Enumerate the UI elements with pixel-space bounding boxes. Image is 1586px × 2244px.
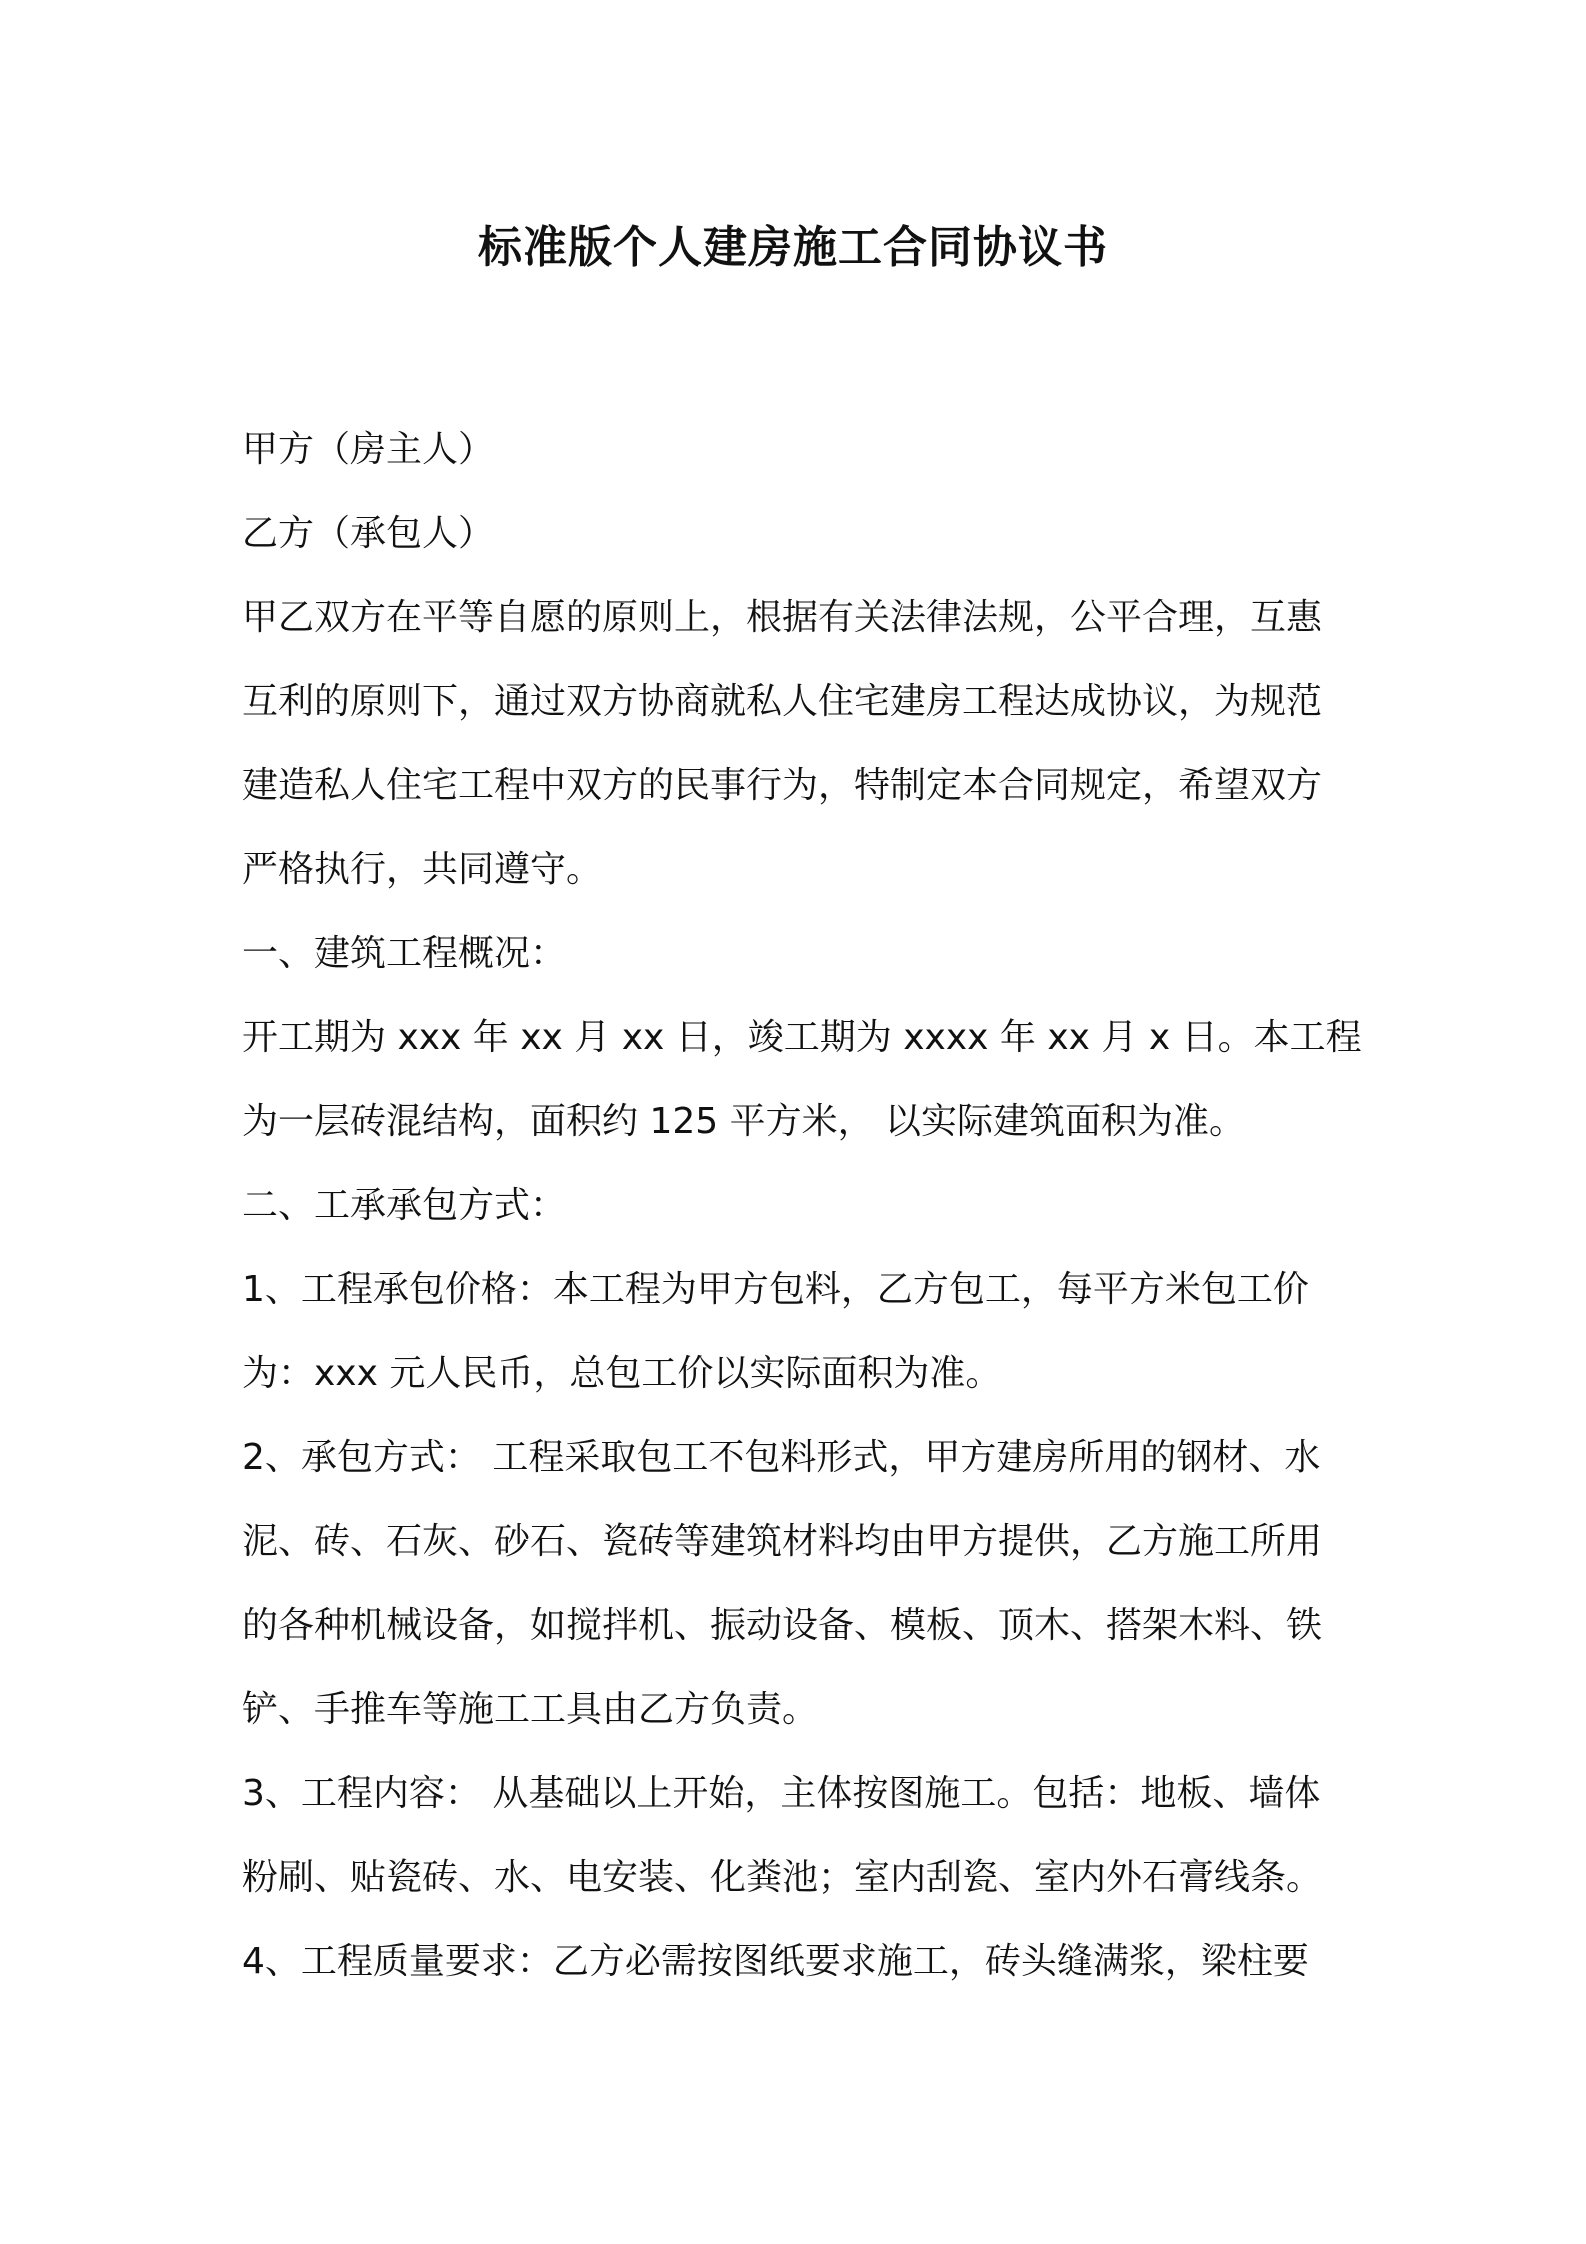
paragraph-line: 粉刷、贴瓷砖、水、电安装、化粪池；室内刮瓷、室内外石膏线条。 [242,1857,1323,1898]
preamble-line: 互利的原则下，通过双方协商就私人住宅建房工程达成协议，为规范 [242,681,1323,722]
paragraph-line: 为：xxx 元人民币，总包工价以实际面积为准。 [242,1353,1002,1394]
party-b-line: 乙方（承包人） [242,513,495,554]
paragraph-line: 为一层砖混结构，面积约 125 平方米， 以实际建筑面积为准。 [242,1101,1246,1142]
preamble-line: 甲乙双方在平等自愿的原则上，根据有关法律法规，公平合理，互惠 [242,597,1323,638]
paragraph-line: 开工期为 xxx 年 xx 月 xx 日，竣工期为 xxxx 年 xx 月 x 日。本工程 [242,1017,1362,1058]
paragraph-line: 2、承包方式： 工程采取包工不包料形式，甲方建房所用的钢材、水 [242,1437,1321,1478]
document-body [242,408,1362,2004]
paragraph-line: 4、工程质量要求：乙方必需按图纸要求施工，砖头缝满浆，梁柱要 [242,1941,1309,1982]
paragraph-line: 泥、砖、石灰、砂石、瓷砖等建筑材料均由甲方提供，乙方施工所用 [242,1521,1323,1562]
section-heading-1: 一、建筑工程概况： [242,933,567,974]
paragraph-line: 铲、手推车等施工工具由乙方负责。 [242,1689,819,1730]
section-heading-2: 二、工承承包方式： [242,1185,567,1226]
document-title: 标准版个人建房施工合同协议书 [478,222,1108,273]
paragraph-line: 的各种机械设备，如搅拌机、振动设备、模板、顶木、搭架木料、铁 [242,1605,1323,1646]
preamble-line: 建造私人住宅工程中双方的民事行为，特制定本合同规定，希望双方 [242,765,1323,806]
paragraph-line: 1、工程承包价格：本工程为甲方包料，乙方包工，每平方米包工价 [242,1269,1309,1310]
party-a-line: 甲方（房主人） [242,429,495,470]
paragraph-line: 3、工程内容： 从基础以上开始，主体按图施工。包括：地板、墙体 [242,1773,1321,1814]
preamble-line: 严格执行，共同遵守。 [242,849,603,890]
